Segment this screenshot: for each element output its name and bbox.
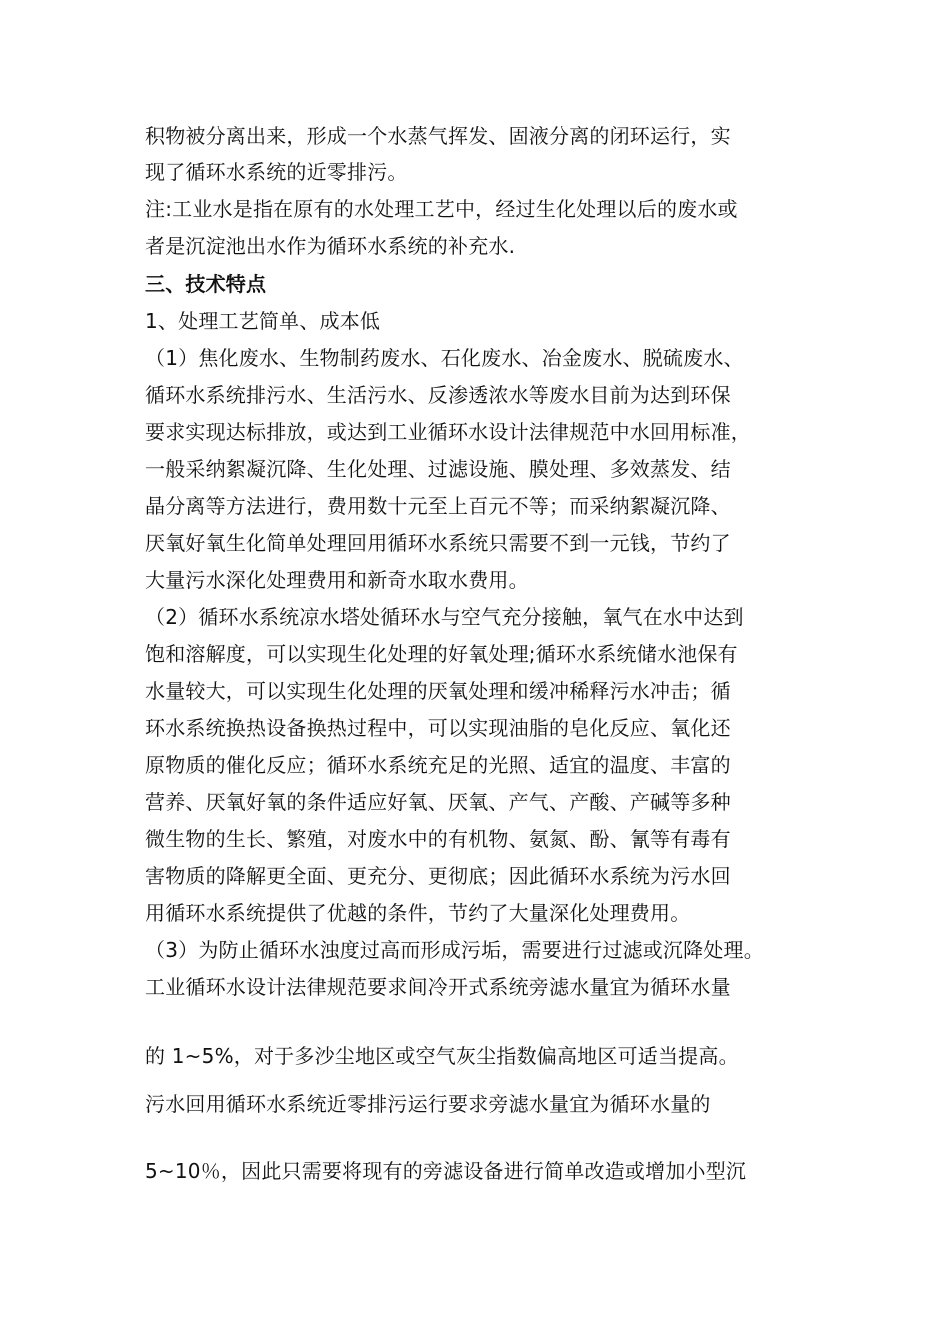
paragraph-line: 害物质的降解更全面、更充分、更彻底；因此循环水系统为污水回: [145, 864, 731, 888]
paragraph-line: 用循环水系统提供了优越的条件，节约了大量深化处理费用。: [145, 901, 691, 925]
paragraph-line: 循环水系统排污水、生活污水、反渗透浓水等废水目前为达到环保: [145, 383, 731, 407]
note-line: 注:工业水是指在原有的水处理工艺中，经过生化处理以后的废水或: [145, 197, 738, 221]
paragraph-line: 水量较大，可以实现生化处理的厌氧处理和缓冲稀释污水冲击；循: [145, 679, 731, 703]
paragraph-line: 工业循环水设计法律规范要求间冷开式系统旁滤水量宜为循环水量: [145, 975, 731, 999]
paragraph-line: 现了循环水系统的近零排污。: [145, 160, 408, 184]
paragraph-line: 5~10％，因此只需要将现有的旁滤设备进行简单改造或增加小型沉: [145, 1159, 747, 1183]
paragraph-line: （2）循环水系统凉水塔处循环水与空气充分接触，氧气在水中达到: [145, 605, 744, 629]
subsection-heading: 1、处理工艺简单、成本低: [145, 309, 381, 333]
paragraph-line: 厌氧好氧生化简单处理回用循环水系统只需要不到一元钱，节约了: [145, 531, 731, 555]
paragraph-line: 一般采纳絮凝沉降、生化处理、过滤设施、膜处理、多效蒸发、结: [145, 457, 731, 481]
paragraph-line: （3）为防止循环水浊度过高而形成污垢，需要进行过滤或沉降处理。: [145, 938, 764, 962]
paragraph-line: 要求实现达标排放，或达到工业循环水设计法律规范中水回用标准，: [145, 420, 751, 444]
paragraph-line: 的 1~5%，对于多沙尘地区或空气灰尘指数偏高地区可适当提高。: [145, 1044, 739, 1068]
paragraph-line: 营养、厌氧好氧的条件适应好氧、厌氧、产气、产酸、产碱等多种: [145, 790, 731, 814]
paragraph-line: 晶分离等方法进行，费用数十元至上百元不等；而采纳絮凝沉降、: [145, 494, 731, 518]
paragraph-line: （1）焦化废水、生物制药废水、石化废水、冶金废水、脱硫废水、: [145, 346, 744, 370]
paragraph-line: 原物质的催化反应；循环水系统充足的光照、适宜的温度、丰富的: [145, 753, 731, 777]
paragraph-line: 大量污水深化处理费用和新奇水取水费用。: [145, 568, 529, 592]
paragraph-line: 环水系统换热设备换热过程中，可以实现油脂的皂化反应、氧化还: [145, 716, 731, 740]
section-heading: 三、技术特点: [145, 272, 267, 296]
paragraph-line: 饱和溶解度，可以实现生化处理的好氧处理;循环水系统储水池保有: [145, 642, 738, 666]
paragraph-line: 污水回用循环水系统近零排污运行要求旁滤水量宜为循环水量的: [145, 1092, 711, 1116]
note-line: 者是沉淀池出水作为循环水系统的补充水.: [145, 234, 516, 258]
paragraph-line: 微生物的生长、繁殖，对废水中的有机物、氨氮、酚、氰等有毒有: [145, 827, 731, 851]
paragraph-line: 积物被分离出来，形成一个水蒸气挥发、固液分离的闭环运行，实: [145, 124, 731, 148]
